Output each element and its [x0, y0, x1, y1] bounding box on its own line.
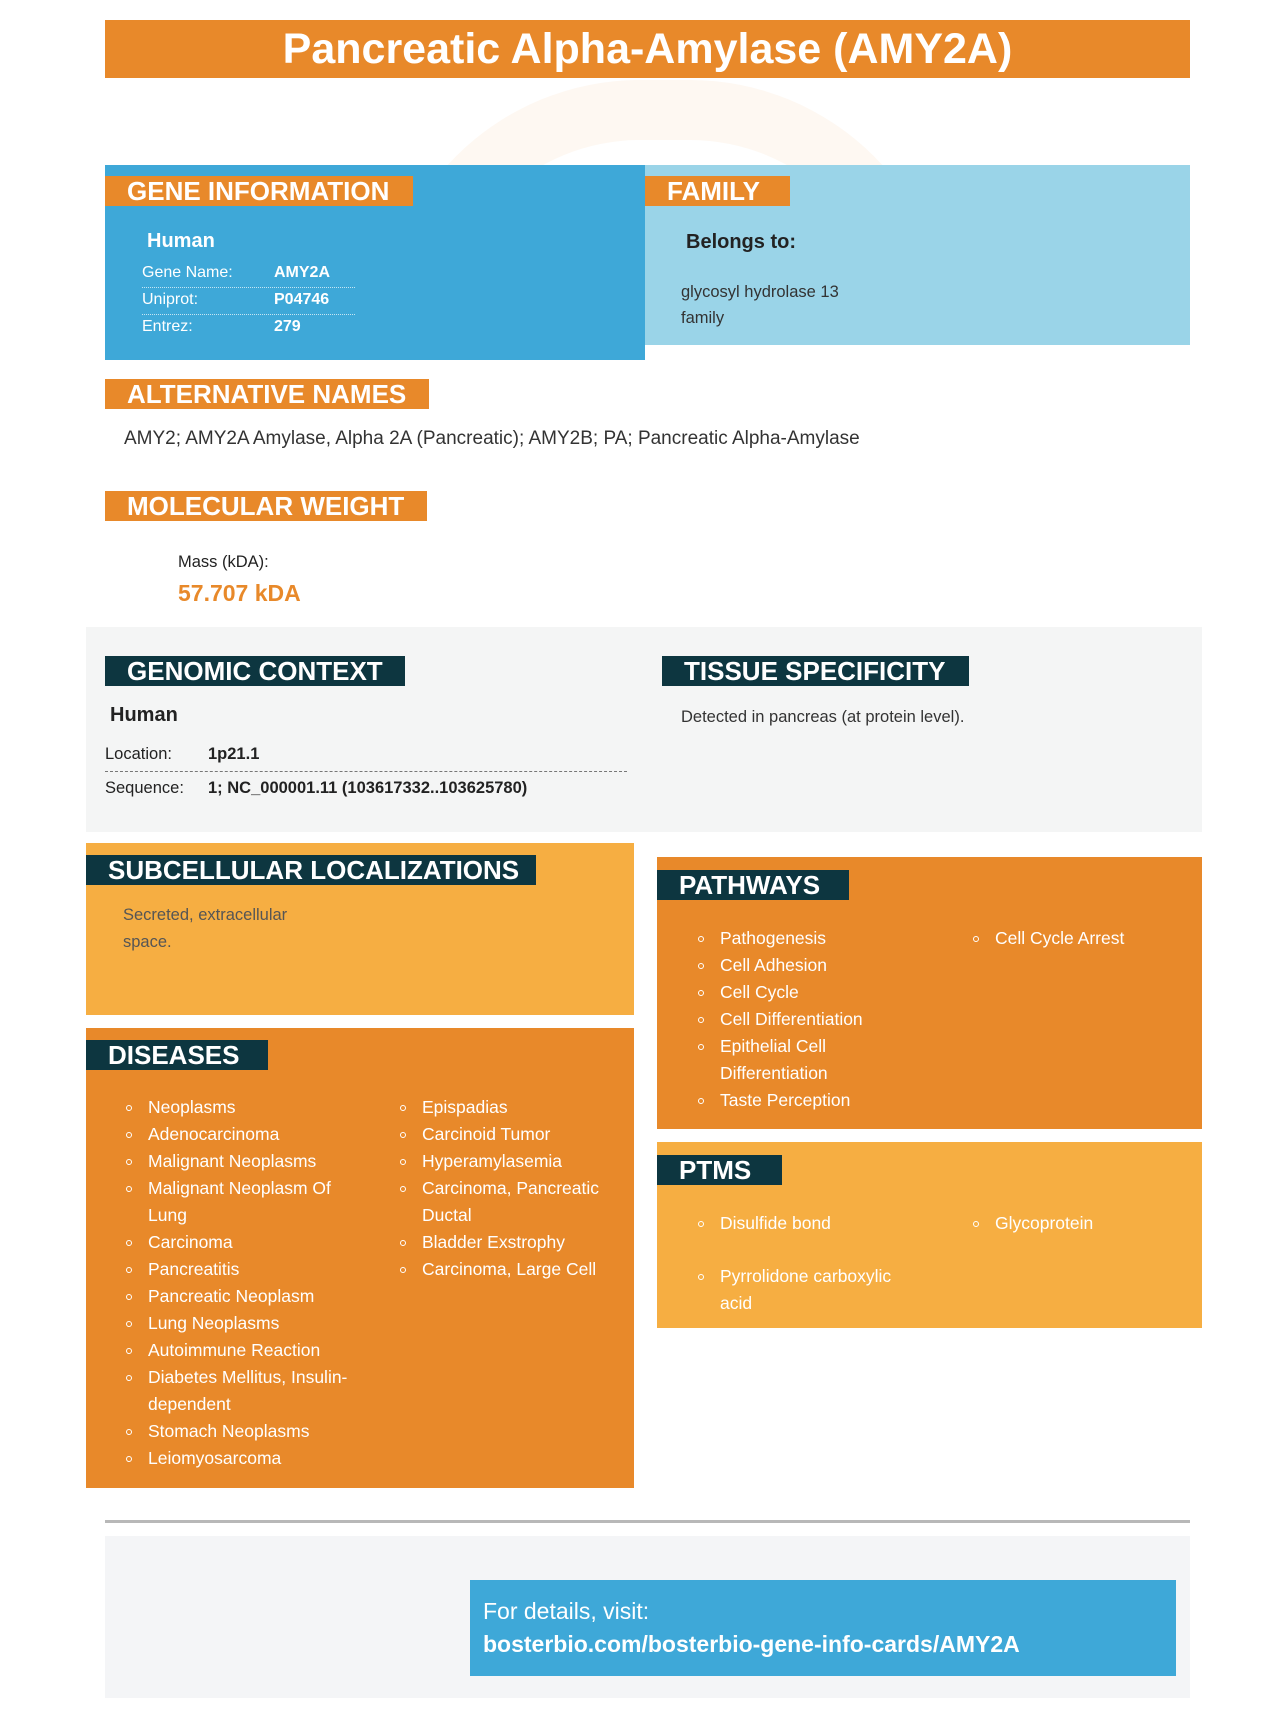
disease-item: Adenocarcinoma — [124, 1121, 354, 1148]
mass-label: Mass (kDA): — [178, 553, 269, 571]
gene-information-heading: GENE INFORMATION — [105, 176, 413, 206]
ptm-item: Glycoprotein — [971, 1210, 1171, 1237]
sequence-value: 1; NC_000001.11 (103617332..103625780) — [208, 779, 528, 797]
pathway-item: Pathogenesis — [696, 925, 896, 952]
pathways-list-col2 — [971, 925, 1171, 952]
tissue-specificity-text: Detected in pancreas (at protein level). — [681, 708, 965, 726]
disease-item: Bladder Exstrophy — [398, 1229, 613, 1256]
diseases-heading: DISEASES — [86, 1040, 268, 1070]
gene-info-label: Entrez: — [142, 318, 193, 335]
sequence-label: Sequence: — [105, 779, 184, 797]
ptms-list-col1 — [696, 1210, 896, 1317]
location-value: 1p21.1 — [208, 745, 260, 763]
disease-item: Epispadias — [398, 1094, 613, 1121]
ptm-item: Pyrrolidone carboxylic acid — [696, 1263, 896, 1317]
pathway-item: Epithelial Cell Differentiation — [696, 1033, 896, 1087]
pathways-list-col1 — [696, 925, 896, 1114]
disease-item: Leiomyosarcoma — [124, 1445, 354, 1472]
gene-info-value: 279 — [274, 318, 301, 335]
disease-item: Malignant Neoplasm Of Lung — [124, 1175, 354, 1229]
gene-info-row — [142, 262, 355, 288]
gene-info-row — [142, 316, 355, 341]
gene-species: Human — [147, 230, 215, 252]
details-line1: For details, visit: — [483, 1598, 650, 1624]
disease-item: Autoimmune Reaction — [124, 1337, 354, 1364]
disease-item: Pancreatitis — [124, 1256, 354, 1283]
subcellular-heading: SUBCELLULAR LOCALIZATIONS — [86, 855, 536, 885]
mass-value: 57.707 kDA — [178, 580, 301, 606]
disease-item: Malignant Neoplasms — [124, 1148, 354, 1175]
gene-info-value: P04746 — [274, 291, 330, 308]
gene-info-value: AMY2A — [274, 264, 331, 281]
footer-divider — [105, 1520, 1190, 1523]
disease-item: Carcinoid Tumor — [398, 1121, 613, 1148]
family-heading: FAMILY — [645, 176, 790, 206]
family-belongs-label: Belongs to: — [686, 231, 796, 253]
pathway-item: Cell Cycle — [696, 979, 896, 1006]
family-value-line1: glycosyl hydrolase 13 — [681, 283, 839, 301]
family-value-line2: family — [681, 309, 725, 327]
disease-item: Lung Neoplasms — [124, 1310, 354, 1337]
diseases-list-col2 — [398, 1094, 613, 1283]
tissue-specificity-heading: TISSUE SPECIFICITY — [662, 656, 969, 686]
disease-item: Hyperamylasemia — [398, 1148, 613, 1175]
genomic-context-heading: GENOMIC CONTEXT — [105, 656, 405, 686]
disease-item: Diabetes Mellitus, Insulin-dependent — [124, 1364, 354, 1418]
disease-item: Carcinoma, Large Cell — [398, 1256, 613, 1283]
alternative-names-heading: ALTERNATIVE NAMES — [105, 379, 429, 409]
molecular-weight-heading: MOLECULAR WEIGHT — [105, 491, 427, 521]
genomic-species: Human — [110, 704, 178, 726]
ptms-list-col2 — [971, 1210, 1171, 1237]
page-title: Pancreatic Alpha-Amylase (AMY2A) — [105, 20, 1190, 78]
pathway-item: Cell Differentiation — [696, 1006, 896, 1033]
ptm-item: Disulfide bond — [696, 1210, 896, 1237]
location-label: Location: — [105, 745, 172, 763]
genomic-location-row — [105, 741, 627, 772]
disease-item: Neoplasms — [124, 1094, 354, 1121]
disease-item: Carcinoma, Pancreatic Ductal — [398, 1175, 613, 1229]
gene-info-label: Uniprot: — [142, 291, 199, 308]
gene-info-row — [142, 289, 355, 315]
pathway-item: Cell Adhesion — [696, 952, 896, 979]
disease-item: Stomach Neoplasms — [124, 1418, 354, 1445]
diseases-list-col1 — [124, 1094, 354, 1472]
disease-item: Pancreatic Neoplasm — [124, 1283, 354, 1310]
gene-info-label: Gene Name: — [142, 264, 233, 281]
ptms-heading: PTMS — [657, 1155, 782, 1185]
pathways-heading: PATHWAYS — [657, 870, 849, 900]
pathway-item: Taste Perception — [696, 1087, 896, 1114]
pathway-item: Cell Cycle Arrest — [971, 925, 1171, 952]
subcellular-line1: Secreted, extracellular — [123, 906, 288, 924]
subcellular-line2: space. — [123, 933, 172, 951]
alternative-names-text: AMY2; AMY2A Amylase, Alpha 2A (Pancreatic); AMY2B; PA; Pancreatic Alpha-Amylase — [124, 428, 860, 449]
disease-item: Carcinoma — [124, 1229, 354, 1256]
details-link-box[interactable] — [470, 1580, 1176, 1676]
details-url-link[interactable]: bosterbio.com/bosterbio-gene-info-cards/AMY2A — [483, 1631, 1020, 1657]
genomic-sequence-row — [105, 775, 627, 805]
